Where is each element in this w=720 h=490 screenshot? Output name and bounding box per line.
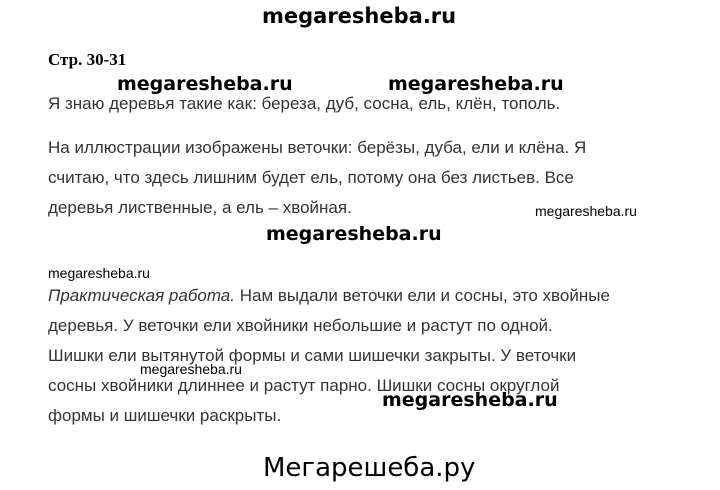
practical-work-label: Практическая работа. [48, 286, 235, 305]
watermark: megaresheba.ru [117, 73, 293, 95]
footer-watermark: Мегарешеба.ру [263, 453, 476, 483]
watermark: megaresheba.ru [535, 203, 637, 219]
paragraph-illustration-line2: считаю, что здесь лишним будет ель, потому она без листьев. Все [48, 168, 574, 187]
watermark: megaresheba.ru [382, 389, 558, 411]
paragraph-practical-line3: Шишки ели вытянутой формы и сами шишечки закрыты. У веточки [48, 346, 577, 365]
paragraph-illustration-line1: На иллюстрации изображены веточки: берёзы, дуба, ели и клёна. Я [48, 138, 587, 157]
paragraph-practical-line5: формы и шишечки раскрыты. [48, 406, 282, 425]
paragraph-trees: Я знаю деревья такие как: береза, дуб, сосна, ель, клён, тополь. [48, 94, 561, 113]
paragraph-practical-line1 [48, 281, 610, 310]
watermark: megaresheba.ru [140, 361, 242, 377]
paragraph-practical-line4: сосны хвойники длиннее и растут парно. Шишки сосны округлой [48, 376, 560, 395]
practical-work-text: Нам выдали веточки ели и сосны, это хвойные [234, 286, 610, 305]
watermark: megaresheba.ru [388, 73, 564, 95]
page-heading: Стр. 30-31 [48, 50, 127, 69]
watermark: megaresheba.ru [266, 223, 442, 245]
paragraph-illustration-line3: деревья лиственные, а ель – хвойная. [48, 198, 352, 217]
watermark: megaresheba.ru [48, 265, 150, 281]
paragraph-practical-line2: деревья. У веточки ели хвойники небольшие и растут по одной. [48, 316, 553, 335]
header-watermark: megaresheba.ru [262, 4, 457, 28]
